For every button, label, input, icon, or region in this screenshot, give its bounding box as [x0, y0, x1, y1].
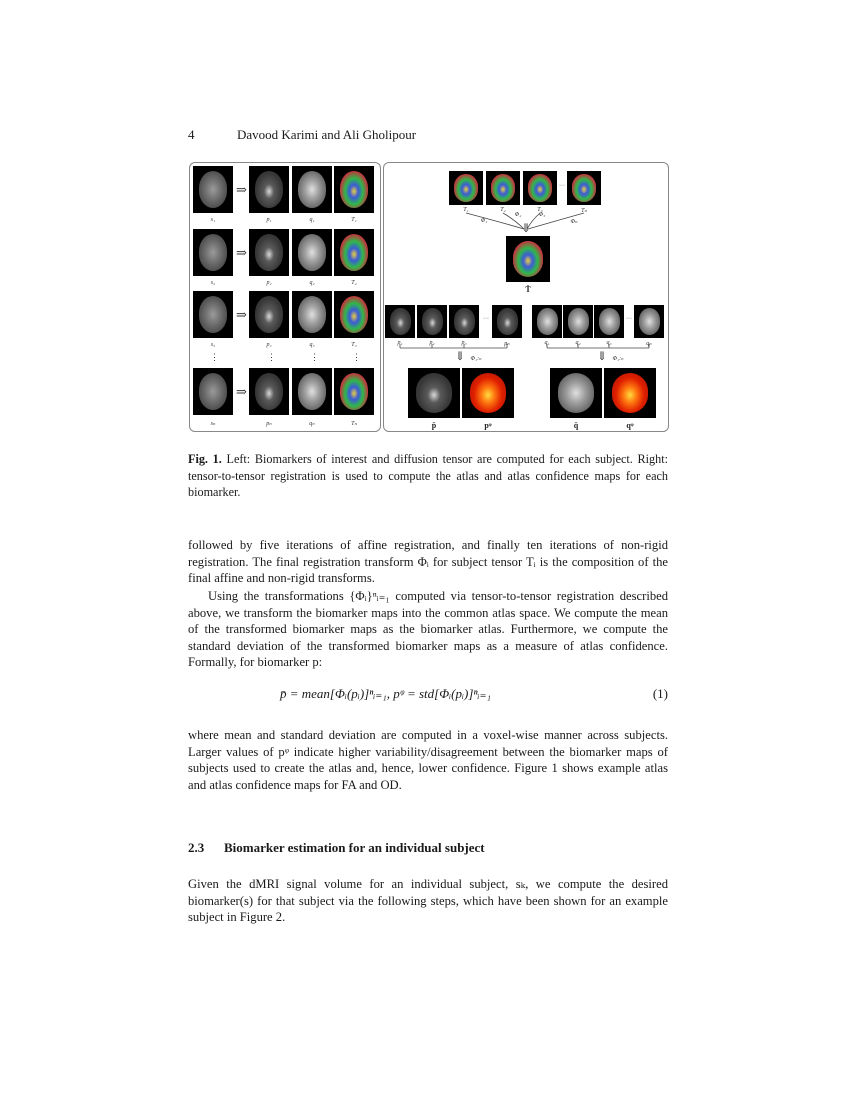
body-paragraph-2: Using the transformations {Φᵢ}ⁿᵢ₌₁ computed via tensor-to-tensor registration described above, we transform the biomarker maps into the common atlas space. We compute the mean of the transformed biomarker maps as the biomarker atlas. Furthermore, we compute the standard deviation of the transformed biomarker maps as a measure of atlas confidence. Formally, for biomarker p:	[188, 589, 668, 670]
page-number: 4	[188, 127, 195, 142]
label-s1: s₁	[210, 217, 216, 223]
od-image-qn	[292, 368, 332, 415]
label-q3: q₃	[309, 342, 315, 348]
equation-number: (1)	[652, 686, 668, 701]
label-qn: qₙ	[646, 341, 652, 347]
signal-image-s1	[193, 166, 233, 213]
label-p1: p₁	[266, 217, 272, 223]
label-qn: qₙ	[309, 421, 315, 427]
body-paragraph-1: followed by five iterations of affine registration, and finally ten iterations of non-rigid registration. The final registration transform Φᵢ for subject tensor Tᵢ is the composition of the final affine and non-rigid transforms.	[188, 538, 668, 586]
od-atlas-mean-image	[550, 368, 602, 418]
od-image-q2	[292, 229, 332, 276]
signal-image-s3	[193, 291, 233, 338]
od-thumb-q1	[532, 305, 562, 338]
label-p2: p₂	[266, 280, 272, 286]
label-T1: T₁	[463, 207, 469, 213]
od-image-q3	[292, 291, 332, 338]
signal-image-s2	[193, 229, 233, 276]
equation-body: p̄ = mean[Φᵢ(pᵢ)]ⁿᵢ₌₁, pᵠ = std[Φᵢ(pᵢ)]ⁿᵢ₌₁	[280, 686, 491, 701]
section-number: 2.3	[188, 840, 205, 855]
vdots: ⋮	[352, 352, 361, 362]
label-q-mean: q̄	[573, 421, 579, 430]
label-s2: s₂	[210, 280, 216, 286]
label-q2: q₂	[309, 280, 315, 286]
tensor-image-T2	[334, 229, 374, 276]
fa-atlas-std-image	[462, 368, 514, 418]
od-atlas-std-image	[604, 368, 656, 418]
label-p-mean: p̄	[431, 421, 437, 430]
section-title: Biomarker estimation for an individual subject	[224, 840, 485, 855]
label-phi-1n: Φ₁:ₙ	[470, 356, 482, 362]
figure-caption	[188, 451, 668, 501]
tensor-image-Tn	[334, 368, 374, 415]
ellipsis: ···	[626, 316, 632, 322]
label-p2: p₂	[429, 340, 435, 346]
body-paragraph-3: where mean and standard deviation are computed in a voxel-wise manner across subjects. Larger values of pᵠ indicate higher variability/disagreement between the biomarker maps of subjects used to create the atlas and, hence, lower confidence. Figure 1 shows example atlas and atlas confidence maps for FA and OD.	[188, 728, 668, 792]
od-thumb-q2	[563, 305, 593, 338]
caption-text: Left: Biomarkers of interest and diffusion tensor are computed for each subject. Right: tensor-to-tensor registration is used to compute the atlas and atlas confidence maps for each biomarker.	[188, 452, 668, 499]
body-paragraph-4: Given the dMRI signal volume for an individual subject, sₖ, we compute the desired biomarker(s) for that subject via the following steps, which have been shown for an example subject in Figure 2.	[188, 877, 668, 925]
ellipsis: ···	[559, 183, 565, 189]
fa-image-p2	[249, 229, 289, 276]
vdots: ⋮	[267, 352, 276, 362]
label-atlas-T: T̂	[525, 285, 531, 294]
fa-thumb-p1	[385, 305, 415, 338]
fa-image-p3	[249, 291, 289, 338]
tensor-image-T1	[334, 166, 374, 213]
label-T3: T₃	[351, 342, 357, 348]
label-Tn: Tₙ	[351, 421, 357, 427]
vdots: ⋮	[210, 352, 219, 362]
label-p3: p₃	[461, 340, 467, 346]
ellipsis: ···	[483, 316, 489, 322]
fa-image-p1	[249, 166, 289, 213]
label-q1: q₁	[309, 217, 315, 223]
label-Tn: Tₙ	[581, 208, 587, 214]
compute-arrow-icon: ⇒	[236, 182, 247, 197]
vdots: ⋮	[310, 352, 319, 362]
label-T3: T₃	[537, 207, 543, 213]
label-phi1: Φ₁	[480, 218, 488, 224]
caption-label: Fig. 1.	[188, 452, 222, 466]
tensor-thumb-Tn	[567, 171, 601, 205]
fa-atlas-mean-image	[408, 368, 460, 418]
label-T2: T₂	[500, 207, 506, 213]
od-thumb-q3	[594, 305, 624, 338]
compute-arrow-icon: ⇒	[236, 245, 247, 260]
label-q2: q₂	[575, 340, 581, 346]
down-arrow-icon: ⇓	[521, 221, 532, 235]
signal-image-sn	[193, 368, 233, 415]
fa-image-pn	[249, 368, 289, 415]
label-q1: q₁	[544, 340, 550, 346]
equation-1	[280, 680, 668, 716]
label-q3: q₃	[606, 340, 612, 346]
od-thumb-qn	[634, 305, 664, 338]
tensor-thumb-T3	[523, 171, 557, 205]
tensor-thumb-T2	[486, 171, 520, 205]
fa-thumb-pn	[492, 305, 522, 338]
label-s3: s₃	[210, 342, 216, 348]
down-arrow-icon: ⇓	[455, 349, 466, 363]
fa-thumb-p2	[417, 305, 447, 338]
compute-arrow-icon: ⇒	[236, 384, 247, 399]
label-phi2: Φ₂	[514, 212, 522, 218]
running-head-authors: Davood Karimi and Ali Gholipour	[237, 127, 417, 142]
fa-thumb-p3	[449, 305, 479, 338]
tensor-image-T3	[334, 291, 374, 338]
od-image-q1	[292, 166, 332, 213]
label-sn: sₙ	[210, 421, 216, 427]
label-phin3: Φ₃	[538, 212, 546, 218]
label-T1: T₁	[351, 217, 357, 223]
label-pn: pₙ	[504, 341, 510, 347]
label-phin: Φₙ	[570, 219, 578, 225]
label-p-sigma: pᵠ	[484, 421, 492, 430]
label-p1: p₁	[397, 340, 403, 346]
label-T2: T₂	[351, 280, 357, 286]
label-q-sigma: qᵠ	[626, 421, 634, 430]
label-pn: pₙ	[266, 421, 272, 427]
label-phi-1n: Φ₁:ₙ	[612, 356, 624, 362]
label-p3: p₃	[266, 342, 272, 348]
tensor-atlas-image	[506, 236, 550, 282]
compute-arrow-icon: ⇒	[236, 307, 247, 322]
down-arrow-icon: ⇓	[597, 349, 608, 363]
tensor-thumb-T1	[449, 171, 483, 205]
